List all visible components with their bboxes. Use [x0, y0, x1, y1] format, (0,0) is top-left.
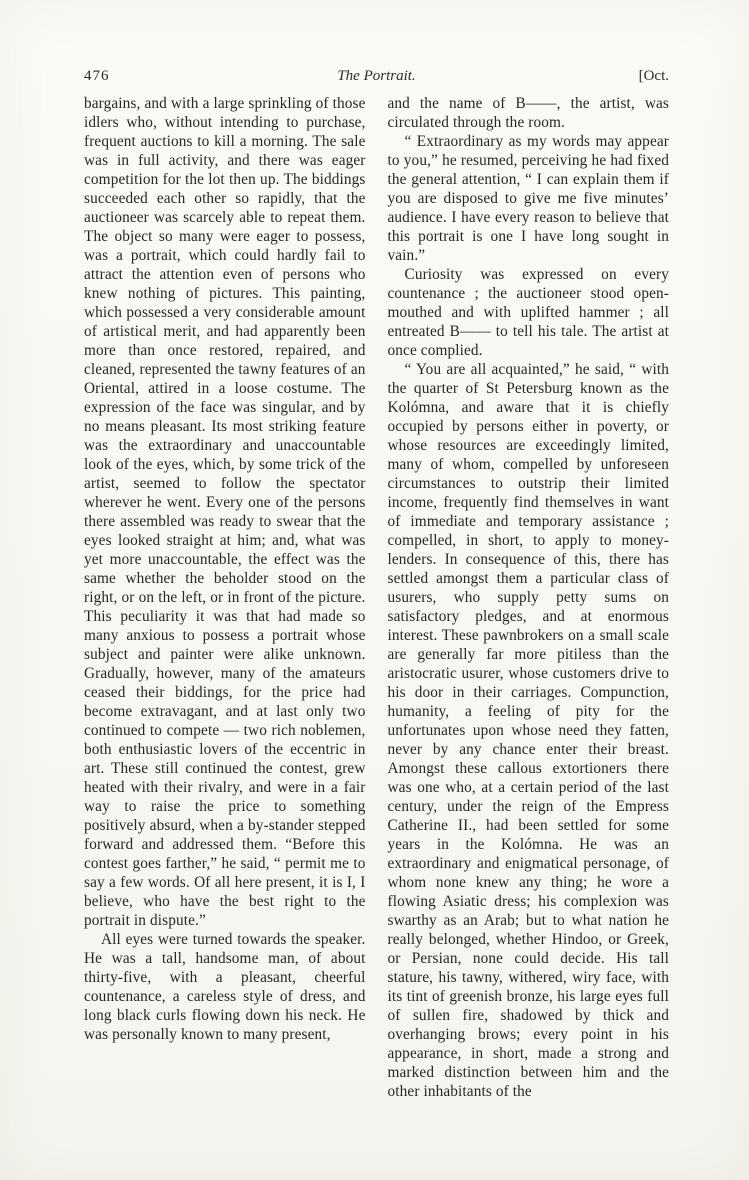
page-number: 476	[84, 68, 110, 84]
right-column	[388, 94, 670, 1101]
left-column	[84, 94, 366, 1101]
paragraph: Curiosity was expressed on every countenance ; the auctioneer stood open-mouthed and with uplifted hammer ; all entreated B—— to tell his tale. The artist at once complied.	[387, 266, 669, 359]
paragraph: “ You are all acquainted,” he said, “ with the quarter of St Petersburg known as the Kolómna, and aware that it is chiefly occupied by persons either in poverty, or whose resources are exceedingly limited, many of whom, compelled by unforeseen circumstances to outstrip their limited income, frequently find themselves in want of immediate and temporary assistance ; compelled, in short, to apply to money-lenders. In consequence of this, there has settled amongst them a particular class of usurers, who supply petty sums on satisfactory pledges, and at enormous interest. These pawnbrokers on a small scale are generally far more pitiless than the aristocratic usurer, whose customers drive to his door in their carriages. Compunction, humanity, a feeling of pity for the unfortunates upon whose need they fatten, never by any chance enter their breast. Amongst these callous extortioners there was one who, at a certain period of the last century, under the reign of the Empress Catherine II., had been settled for some years in the Kolómna. He was an extraordinary and enigmatical personage, of whom none knew any thing; he wore a flowing Asiatic dress; his complexion was swarthy as an Arab; but to what nation he really belonged, whether Hindoo, or Greek, or Persian, none could decide. His tall stature, his tawny, withered, wiry face, with its tint of greenish bronze, his large eyes full of sullen fire, shadowed by thick and overhanging brows; every point in his appearance, in short, made a strong and marked distinction between him and the other inhabitants of the	[387, 361, 669, 1100]
paragraph: All eyes were turned towards the speaker. He was a tall, handsome man, of about thirty-five, with a pleasant, cheerful countenance, a careless style of dress, and long black curls flowing down his neck. He was personally known to many present,	[84, 931, 366, 1043]
issue-label: [Oct.	[638, 68, 669, 84]
paragraph: “ Extraordinary as my words may appear to you,” he resumed, perceiving he had fixed the general attention, “ I can explain them if you are disposed to give me five minutes’ audience. I have every reason to believe that this portrait is one I have long sought in vain.”	[387, 133, 669, 264]
paragraph: bargains, and with a large sprinkling of those idlers who, without intending to purchase, frequent auctions to kill a morning. The sale was in full activity, and there was eager competition for the lot then up. The biddings succeeded each other so rapidly, that the auctioneer was scarcely able to repeat them. The object so many were eager to possess, was a portrait, which could hardly fail to attract the attention even of persons who knew nothing of pictures. This painting, which possessed a very considerable amount of artistical merit, and had apparently been more than once restored, repaired, and cleaned, represented the tawny features of an Oriental, attired in a loose costume. The expression of the face was singular, and by no means pleasant. Its most striking feature was the extraordinary and unaccountable look of the eyes, which, by some trick of the artist, seemed to follow the spectator wherever he went. Every one of the persons there assembled was ready to swear that the eyes looked straight at him; and, what was yet more unaccountable, the effect was the same whether the beholder stood on the right, or on the left, or in front of the picture. This peculiarity it was that had made so many anxious to possess a portrait whose subject and painter were alike unknown. Gradually, however, many of the amateurs ceased their biddings, for the price had become extravagant, and at last only two continued to compete — two rich noblemen, both enthusiastic lovers of the eccentric in art. These still continued the contest, grew heated with their rivalry, and were in a fair way to raise the price to something positively absurd, when a by-stander stepped forward and addressed them. “Before this contest goes farther,” he said, “ permit me to say a few words. Of all here present, it is I, I believe, who have the best right to the portrait in dispute.”	[84, 95, 366, 929]
text-columns	[84, 94, 669, 1101]
page-header	[84, 68, 669, 85]
running-title: The Portrait.	[337, 68, 416, 84]
paragraph: and the name of B——, the artist, was circulated through the room.	[387, 95, 669, 131]
